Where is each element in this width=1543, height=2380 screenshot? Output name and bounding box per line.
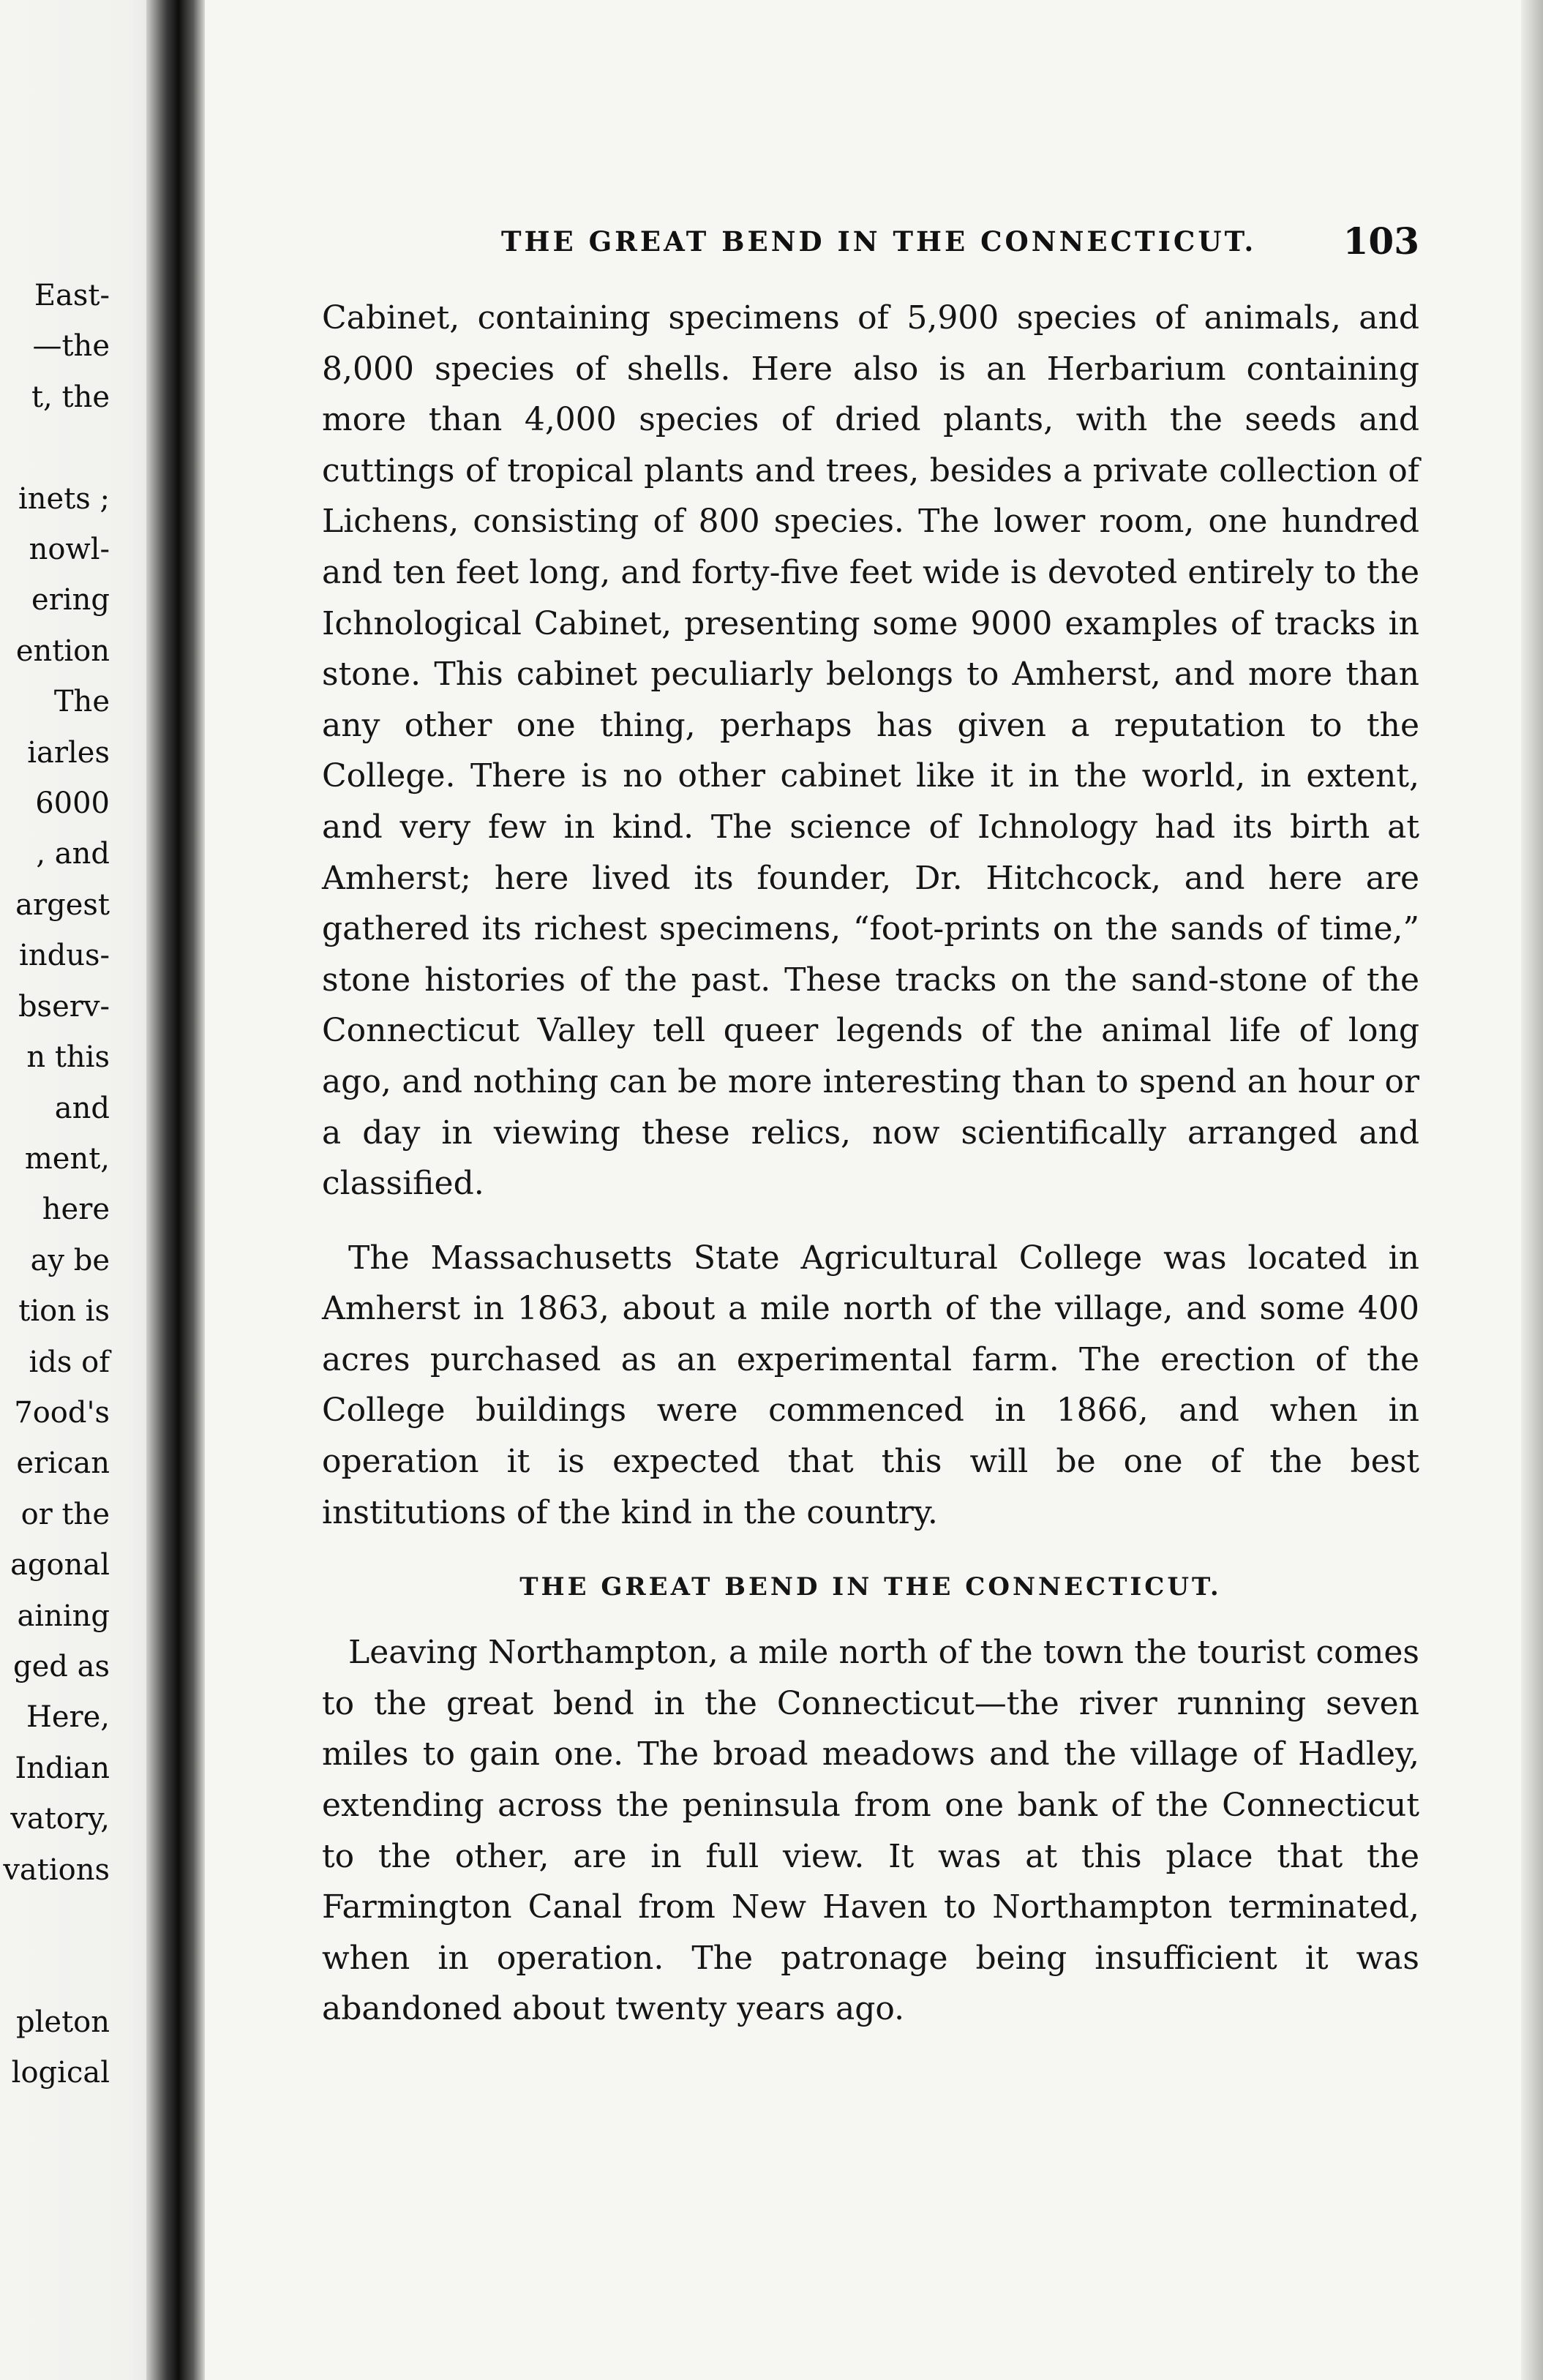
left-line: The — [53, 685, 110, 719]
left-line: ering — [31, 583, 110, 617]
left-line: and — [54, 1091, 110, 1125]
left-line: inets ; — [18, 481, 110, 516]
left-line: tion is — [18, 1294, 110, 1329]
left-line: East- — [34, 279, 110, 312]
left-line: ids of — [29, 1345, 110, 1379]
left-line: here — [42, 1193, 110, 1227]
left-page-text-column — [0, 271, 110, 2099]
left-line: vatory, — [10, 1802, 110, 1836]
left-line: ay be — [30, 1243, 110, 1277]
left-line: t, the — [31, 380, 110, 414]
left-line: vations — [3, 1852, 110, 1887]
left-line: ment, — [24, 1141, 110, 1176]
paragraph: Cabinet, containing specimens of 5,900 species of animals, and 8,000 species of shells. Here also is an Herbarium containing more than 4,000 species of dried plants, with the seeds and cuttings of tropical plants and trees, besides a private collection of Lichens, consisting of 800 species. The lower room, one hundred and ten feet long, and forty-five feet wide is devoted entirely to the Ichnological Cabinet, presenting some 9000 examples of tracks in stone. This cabinet peculiarly belongs to Amherst, and more than any other one thing, perhaps has given a reputation to the College. There is no other cabinet like it in the world, in extent, and very few in kind. The science of Ichnology had its birth at Amherst; here lived its founder, Dr. Hitchcock, and here are gathered its richest specimens, “foot-prints on the sands of time,” stone histories of the past. These tracks on the sand-stone of the Connecticut Valley tell queer legends of the animal life of long ago, and nothing can be more interesting than to spend an hour or a day in viewing these relics, now scientifically arranged and classified. — [322, 299, 1419, 1203]
left-line: ention — [15, 634, 110, 668]
running-head-title: THE GREAT BEND IN THE CONNECTICUT. — [501, 225, 1257, 258]
left-line: Here, — [26, 1700, 110, 1735]
left-line: ged as — [13, 1649, 110, 1683]
left-line: indus- — [19, 939, 110, 973]
paragraph: The Massachusetts State Agricultural College was located in Amherst in 1863, about a mile north of the village, and some 400 acres purchased as an experimental farm. The erection of the College buildings were commenced in 1866, and when in operation it is expected that this will be one of the best institutions of the kind in the country. — [322, 1239, 1419, 1531]
page-number: 103 — [1343, 219, 1419, 263]
left-line: iarles — [27, 735, 110, 770]
left-line: Indian — [15, 1751, 110, 1785]
left-line: agonal — [10, 1548, 110, 1583]
left-line — [0, 1896, 110, 1946]
left-line: 7ood's — [14, 1395, 110, 1430]
left-line: 6000 — [35, 787, 110, 821]
left-line: bserv- — [18, 989, 110, 1024]
left-line: erican — [16, 1446, 110, 1481]
left-line: pleton — [16, 2005, 110, 2039]
left-line: or the — [20, 1497, 110, 1531]
paragraph: Leaving Northampton, a mile north of the town the tourist comes to the great bend in the Connecticut—the river running seven miles to gain one. The broad meadows and the village of Hadley, extending across the peninsula from one bank of the Connecticut to the other, are in full view. It was at this place that the Farmington Canal from New Haven to Northampton terminated, when in operation. The patronage being insufficient it was abandoned about twenty years ago. — [322, 1634, 1419, 2028]
left-line — [0, 423, 110, 473]
left-line: argest — [15, 887, 110, 922]
left-line — [0, 1946, 110, 1997]
book-gutter — [146, 0, 205, 2380]
page-body — [322, 293, 1419, 2035]
left-line: aining — [17, 1599, 110, 1633]
left-line: n this — [26, 1040, 110, 1075]
left-line: , and — [36, 837, 110, 871]
left-line: logical — [11, 2056, 110, 2090]
left-line: —the — [32, 329, 110, 364]
left-line: nowl- — [29, 533, 110, 567]
running-head — [293, 219, 1427, 278]
section-heading: THE GREAT BEND IN THE CONNECTICUT. — [519, 1572, 1222, 1602]
page-edge-shadow — [1521, 0, 1543, 2380]
